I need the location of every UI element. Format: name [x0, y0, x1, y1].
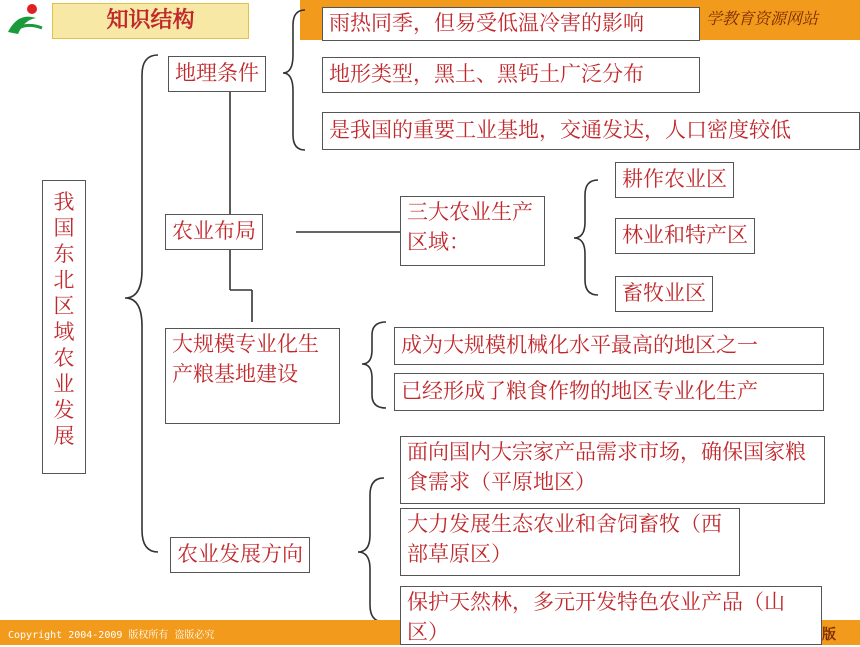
node-grain: 大规模专业化生产粮基地建设	[165, 328, 340, 424]
direction-item: 面向国内大宗家产品需求市场，确保国家粮食需求（平原地区）	[400, 436, 825, 504]
geo-item: 地形类型，黑土、黑钙土广泛分布	[322, 57, 700, 93]
direction-item: 保护天然林，多元开发特色农业产品（山区）	[400, 586, 822, 645]
geo-item: 雨热同季，但易受低温冷害的影响	[322, 7, 700, 41]
root-char: 东	[53, 242, 75, 266]
site-banner-text: 学教育资源网站	[706, 9, 819, 28]
root-char: 业	[53, 372, 75, 396]
direction-item: 大力发展生态农业和舍饲畜牧（西部草原区）	[400, 508, 740, 576]
grain-item: 成为大规模机械化水平最高的地区之一	[394, 327, 824, 365]
root-char: 区	[53, 294, 75, 318]
node-layout: 农业布局	[165, 214, 263, 250]
root-char: 国	[53, 216, 75, 240]
root-char: 农	[53, 346, 75, 370]
copyright-text: Copyright 2004-2009 版权所有 盗版必究	[8, 630, 215, 641]
node-direction: 农业发展方向	[170, 537, 310, 573]
layout-item: 耕作农业区	[615, 162, 734, 198]
root-char: 我	[53, 190, 75, 214]
edition-text: 版	[822, 627, 836, 643]
grain-item: 已经形成了粮食作物的地区专业化生产	[394, 373, 824, 411]
root-char: 发	[53, 398, 75, 422]
root-char: 域	[53, 320, 75, 344]
root-char: 展	[53, 424, 75, 448]
node-geo: 地理条件	[168, 56, 266, 92]
geo-item: 是我国的重要工业基地，交通发达，人口密度较低	[322, 112, 860, 150]
root-char: 北	[53, 268, 75, 292]
section-title: 知识结构	[52, 3, 249, 39]
layout-subnode: 三大农业生产区域：	[400, 196, 545, 266]
layout-item: 畜牧业区	[615, 276, 713, 312]
root-node	[42, 180, 86, 474]
layout-item: 林业和特产区	[615, 218, 755, 254]
